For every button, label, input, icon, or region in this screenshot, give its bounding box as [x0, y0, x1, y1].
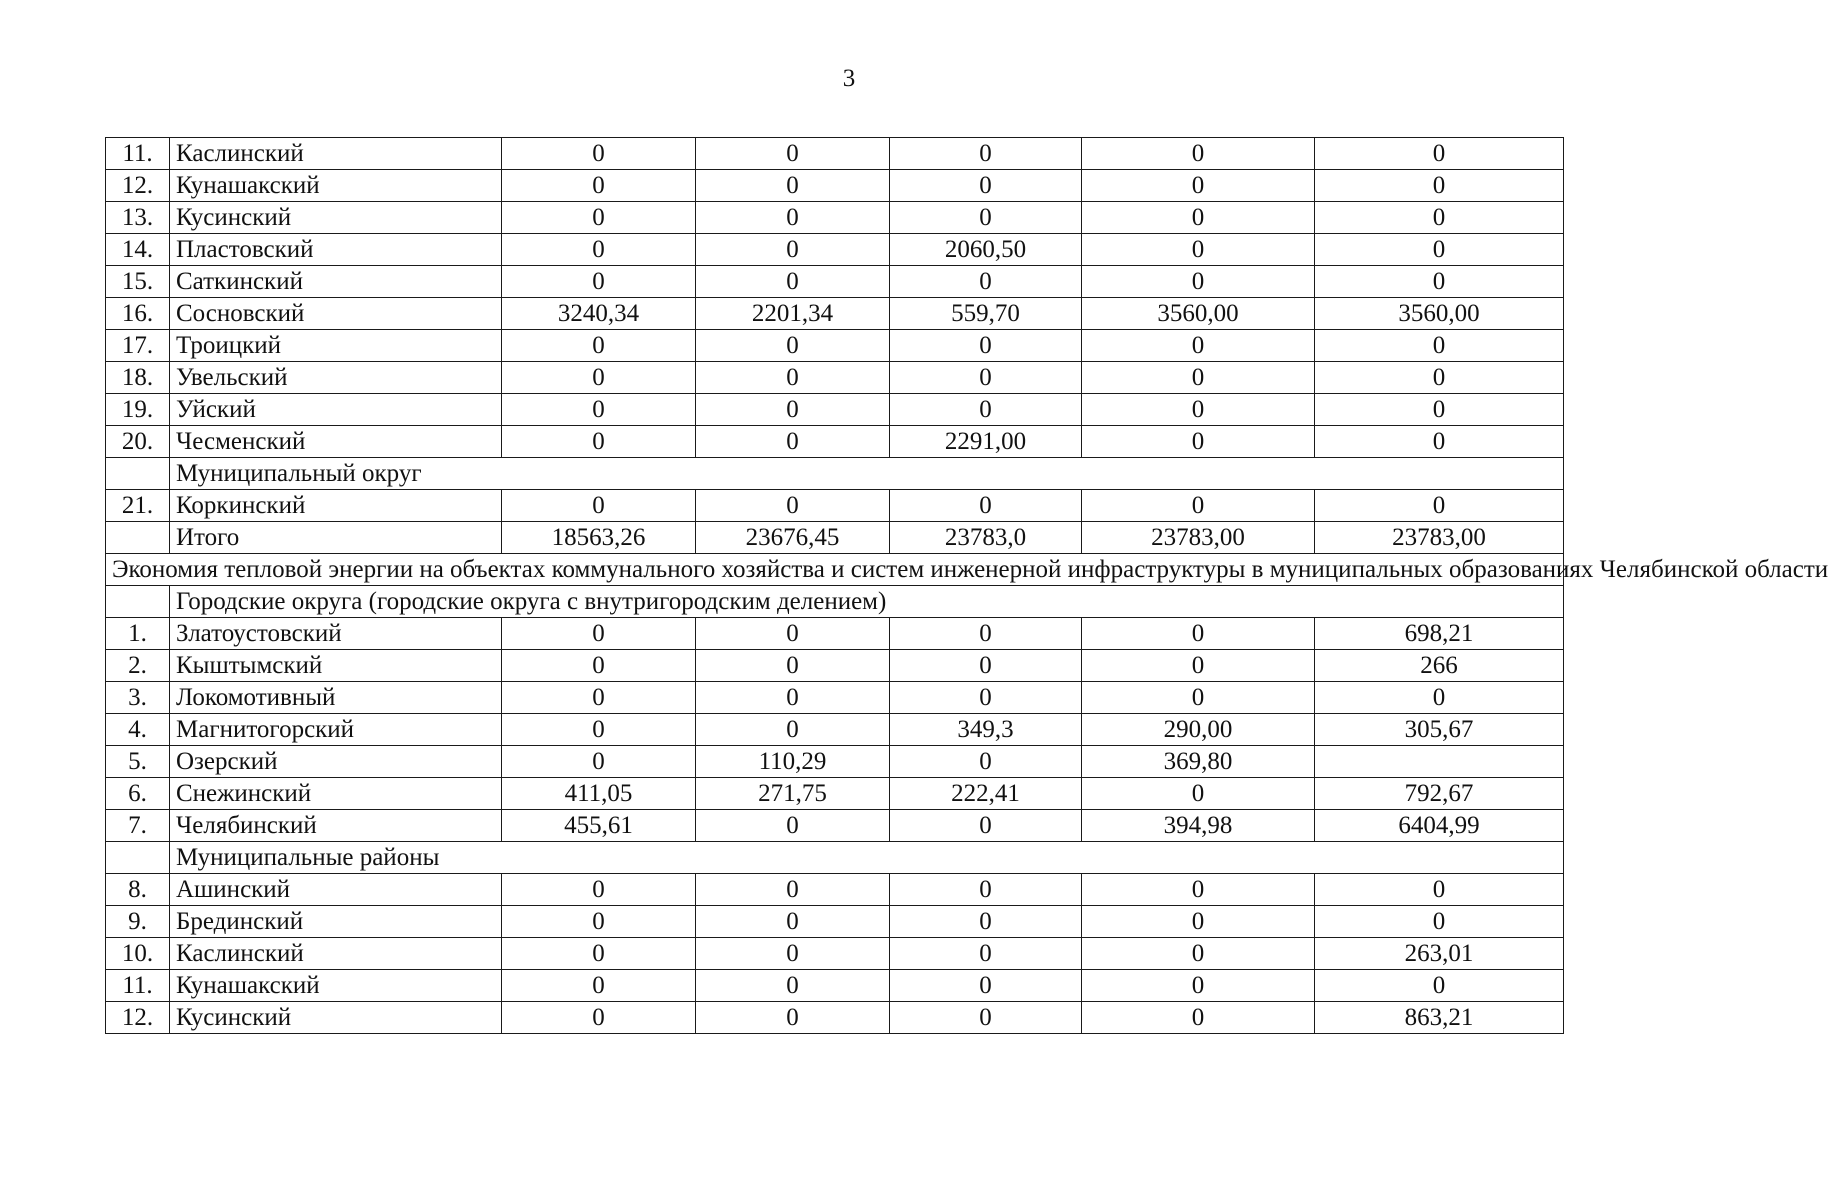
- value-cell-col-3: 0: [890, 682, 1082, 714]
- value-cell-col-5: 0: [1315, 266, 1564, 298]
- value-cell-col-2: 0: [696, 138, 890, 170]
- table-row: [106, 618, 1564, 650]
- row-number: 3.: [106, 682, 170, 714]
- total-row: [106, 522, 1564, 554]
- empty-number-cell: [106, 458, 170, 490]
- value-cell-col-4: 0: [1082, 234, 1315, 266]
- value-cell-col-5: 0: [1315, 906, 1564, 938]
- municipality-name: Кунашакский: [170, 970, 502, 1002]
- value-cell-col-1: 0: [502, 362, 696, 394]
- row-number: 18.: [106, 362, 170, 394]
- municipality-name: Коркинский: [170, 490, 502, 522]
- value-cell-col-3: 0: [890, 330, 1082, 362]
- value-cell-col-2: 271,75: [696, 778, 890, 810]
- table-row: [106, 266, 1564, 298]
- row-number: 9.: [106, 906, 170, 938]
- value-cell-col-2: 0: [696, 490, 890, 522]
- value-cell-col-3: 222,41: [890, 778, 1082, 810]
- value-cell-col-3: 0: [890, 970, 1082, 1002]
- value-cell-col-1: 0: [502, 202, 696, 234]
- value-cell-col-5: 0: [1315, 202, 1564, 234]
- value-cell-col-1: 0: [502, 1002, 696, 1034]
- value-cell-col-2: 0: [696, 234, 890, 266]
- section-title: Муниципальные районы: [170, 842, 1564, 874]
- value-cell-col-3: 0: [890, 394, 1082, 426]
- municipality-name: Кунашакский: [170, 170, 502, 202]
- value-cell-col-2: 0: [696, 810, 890, 842]
- value-cell-col-1: 0: [502, 906, 696, 938]
- data-table: [105, 137, 1828, 1034]
- value-cell-col-5: 266: [1315, 650, 1564, 682]
- value-cell-col-5: 23783,00: [1315, 522, 1564, 554]
- value-cell-col-2: 0: [696, 906, 890, 938]
- value-cell-col-3: 0: [890, 202, 1082, 234]
- value-cell-col-5: 0: [1315, 394, 1564, 426]
- value-cell-col-3: 0: [890, 650, 1082, 682]
- page-number: 3: [842, 65, 856, 92]
- value-cell-col-5: 0: [1315, 234, 1564, 266]
- value-cell-col-3: 0: [890, 938, 1082, 970]
- value-cell-col-4: 0: [1082, 778, 1315, 810]
- row-number: 7.: [106, 810, 170, 842]
- value-cell-col-4: 0: [1082, 362, 1315, 394]
- value-cell-col-1: 0: [502, 714, 696, 746]
- value-cell-col-5: 0: [1315, 970, 1564, 1002]
- row-number: 19.: [106, 394, 170, 426]
- value-cell-col-1: 0: [502, 490, 696, 522]
- value-cell-col-3: 0: [890, 362, 1082, 394]
- row-number: 16.: [106, 298, 170, 330]
- municipality-name: Саткинский: [170, 266, 502, 298]
- value-cell-col-4: 0: [1082, 170, 1315, 202]
- section-row: [106, 586, 1564, 618]
- value-cell-col-4: 23783,00: [1082, 522, 1315, 554]
- table-body: [106, 138, 1828, 1034]
- municipality-name: Сосновский: [170, 298, 502, 330]
- value-cell-col-5: 263,01: [1315, 938, 1564, 970]
- value-cell-col-4: 290,00: [1082, 714, 1315, 746]
- table-heading: Экономия тепловой энергии на объектах коммунального хозяйства и систем инженерной инфраструктуры в муниципальных образованиях Челябинской области: [106, 554, 1564, 586]
- municipality-name: Уйский: [170, 394, 502, 426]
- table-row: [106, 298, 1564, 330]
- value-cell-col-2: 0: [696, 682, 890, 714]
- row-number: 13.: [106, 202, 170, 234]
- value-cell-col-1: 18563,26: [502, 522, 696, 554]
- municipality-name: Кусинский: [170, 1002, 502, 1034]
- row-number: 5.: [106, 746, 170, 778]
- value-cell-col-5: 0: [1315, 170, 1564, 202]
- section-row: [106, 458, 1564, 490]
- value-cell-col-4: 0: [1082, 138, 1315, 170]
- value-cell-col-3: 0: [890, 138, 1082, 170]
- row-number: 21.: [106, 490, 170, 522]
- municipality-name: Озерский: [170, 746, 502, 778]
- value-cell-col-2: 0: [696, 362, 890, 394]
- table-row: [106, 394, 1564, 426]
- value-cell-col-1: 411,05: [502, 778, 696, 810]
- table-row: [106, 778, 1564, 810]
- value-cell-col-5: 305,67: [1315, 714, 1564, 746]
- value-cell-col-3: 559,70: [890, 298, 1082, 330]
- municipality-name: Чесменский: [170, 426, 502, 458]
- value-cell-col-1: 0: [502, 650, 696, 682]
- value-cell-col-1: 0: [502, 234, 696, 266]
- value-cell-col-1: 0: [502, 138, 696, 170]
- value-cell-col-4: 0: [1082, 330, 1315, 362]
- row-number: 6.: [106, 778, 170, 810]
- value-cell-col-3: 0: [890, 170, 1082, 202]
- value-cell-col-4: 0: [1082, 682, 1315, 714]
- value-cell-col-1: 0: [502, 426, 696, 458]
- value-cell-col-3: 0: [890, 746, 1082, 778]
- value-cell-col-3: 2060,50: [890, 234, 1082, 266]
- value-cell-col-1: 455,61: [502, 810, 696, 842]
- row-number: 1.: [106, 618, 170, 650]
- row-number: 10.: [106, 938, 170, 970]
- table-row: [106, 938, 1564, 970]
- value-cell-col-5: 0: [1315, 490, 1564, 522]
- value-cell-col-5: 0: [1315, 330, 1564, 362]
- value-cell-col-2: 0: [696, 330, 890, 362]
- municipality-name: Локомотивный: [170, 682, 502, 714]
- value-cell-col-4: 0: [1082, 426, 1315, 458]
- table-row: [106, 714, 1564, 746]
- value-cell-col-5: 863,21: [1315, 1002, 1564, 1034]
- table-row: [106, 330, 1564, 362]
- value-cell-col-3: 2291,00: [890, 426, 1082, 458]
- table-row: [106, 234, 1564, 266]
- section-title: Городские округа (городские округа с внутригородским делением): [170, 586, 1564, 618]
- value-cell-col-4: 0: [1082, 394, 1315, 426]
- table-row: [106, 810, 1564, 842]
- value-cell-col-4: 0: [1082, 906, 1315, 938]
- value-cell-col-1: 0: [502, 170, 696, 202]
- value-cell-col-1: 3240,34: [502, 298, 696, 330]
- value-cell-col-4: 0: [1082, 202, 1315, 234]
- value-cell-col-5: 0: [1315, 682, 1564, 714]
- empty-number-cell: [106, 586, 170, 618]
- value-cell-col-2: 0: [696, 874, 890, 906]
- value-cell-col-1: 0: [502, 938, 696, 970]
- row-number: 12.: [106, 1002, 170, 1034]
- row-number: 17.: [106, 330, 170, 362]
- table-row: [106, 906, 1564, 938]
- value-cell-col-3: 0: [890, 874, 1082, 906]
- table-row: [106, 650, 1564, 682]
- row-number: 8.: [106, 874, 170, 906]
- value-cell-col-5: [1315, 746, 1564, 778]
- value-cell-col-2: 0: [696, 618, 890, 650]
- value-cell-col-5: 0: [1315, 138, 1564, 170]
- value-cell-col-5: 3560,00: [1315, 298, 1564, 330]
- value-cell-col-3: 0: [890, 1002, 1082, 1034]
- value-cell-col-2: 0: [696, 394, 890, 426]
- empty-number-cell: [106, 842, 170, 874]
- value-cell-col-4: 0: [1082, 490, 1315, 522]
- table-row: [106, 874, 1564, 906]
- row-number: 11.: [106, 138, 170, 170]
- value-cell-col-5: 0: [1315, 426, 1564, 458]
- row-number: [106, 522, 170, 554]
- value-cell-col-5: 0: [1315, 362, 1564, 394]
- table-row: [106, 170, 1564, 202]
- table-row: [106, 362, 1564, 394]
- value-cell-col-1: 0: [502, 266, 696, 298]
- value-cell-col-3: 0: [890, 618, 1082, 650]
- value-cell-col-2: 0: [696, 426, 890, 458]
- value-cell-col-5: 0: [1315, 874, 1564, 906]
- value-cell-col-3: 0: [890, 810, 1082, 842]
- municipality-name: Увельский: [170, 362, 502, 394]
- value-cell-col-3: 349,3: [890, 714, 1082, 746]
- municipality-name: Каслинский: [170, 138, 502, 170]
- row-number: 12.: [106, 170, 170, 202]
- value-cell-col-2: 110,29: [696, 746, 890, 778]
- municipality-name: Снежинский: [170, 778, 502, 810]
- section-row: [106, 842, 1564, 874]
- value-cell-col-3: 23783,0: [890, 522, 1082, 554]
- value-cell-col-3: 0: [890, 490, 1082, 522]
- municipality-name: Кусинский: [170, 202, 502, 234]
- table-row: [106, 138, 1564, 170]
- value-cell-col-4: 369,80: [1082, 746, 1315, 778]
- value-cell-col-3: 0: [890, 266, 1082, 298]
- table-row: [106, 490, 1564, 522]
- value-cell-col-4: 394,98: [1082, 810, 1315, 842]
- value-cell-col-2: 0: [696, 266, 890, 298]
- municipality-name: Челябинский: [170, 810, 502, 842]
- section-title: Муниципальный округ: [170, 458, 1564, 490]
- value-cell-col-1: 0: [502, 874, 696, 906]
- value-cell-col-2: 0: [696, 970, 890, 1002]
- value-cell-col-4: 0: [1082, 874, 1315, 906]
- value-cell-col-5: 698,21: [1315, 618, 1564, 650]
- value-cell-col-4: 0: [1082, 618, 1315, 650]
- value-cell-col-4: 3560,00: [1082, 298, 1315, 330]
- row-number: 14.: [106, 234, 170, 266]
- municipality-name: Пластовский: [170, 234, 502, 266]
- value-cell-col-5: 6404,99: [1315, 810, 1564, 842]
- value-cell-col-1: 0: [502, 394, 696, 426]
- value-cell-col-1: 0: [502, 330, 696, 362]
- value-cell-col-4: 0: [1082, 938, 1315, 970]
- value-cell-col-4: 0: [1082, 266, 1315, 298]
- value-cell-col-2: 0: [696, 714, 890, 746]
- value-cell-col-2: 0: [696, 1002, 890, 1034]
- municipality-name: Каслинский: [170, 938, 502, 970]
- value-cell-col-4: 0: [1082, 970, 1315, 1002]
- table-row: [106, 202, 1564, 234]
- table-row: [106, 682, 1564, 714]
- municipality-name: Кыштымский: [170, 650, 502, 682]
- value-cell-col-1: 0: [502, 618, 696, 650]
- value-cell-col-2: 0: [696, 650, 890, 682]
- row-number: 20.: [106, 426, 170, 458]
- table-row: [106, 426, 1564, 458]
- value-cell-col-2: 0: [696, 170, 890, 202]
- municipality-name: Итого: [170, 522, 502, 554]
- row-number: 11.: [106, 970, 170, 1002]
- value-cell-col-1: 0: [502, 970, 696, 1002]
- value-cell-col-4: 0: [1082, 650, 1315, 682]
- value-cell-col-1: 0: [502, 682, 696, 714]
- value-cell-col-2: 0: [696, 938, 890, 970]
- municipality-name: Ашинский: [170, 874, 502, 906]
- municipality-name: Магнитогорский: [170, 714, 502, 746]
- value-cell-col-1: 0: [502, 746, 696, 778]
- table-row: [106, 746, 1564, 778]
- value-cell-col-2: 0: [696, 202, 890, 234]
- table-row: [106, 970, 1564, 1002]
- value-cell-col-2: 2201,34: [696, 298, 890, 330]
- row-number: 2.: [106, 650, 170, 682]
- heading-row: [106, 554, 1564, 586]
- value-cell-col-5: 792,67: [1315, 778, 1564, 810]
- value-cell-col-3: 0: [890, 906, 1082, 938]
- municipality-name: Златоустовский: [170, 618, 502, 650]
- row-number: 4.: [106, 714, 170, 746]
- municipality-name: Троицкий: [170, 330, 502, 362]
- value-cell-col-2: 23676,45: [696, 522, 890, 554]
- municipality-name: Брединский: [170, 906, 502, 938]
- row-number: 15.: [106, 266, 170, 298]
- table-row: [106, 1002, 1564, 1034]
- value-cell-col-4: 0: [1082, 1002, 1315, 1034]
